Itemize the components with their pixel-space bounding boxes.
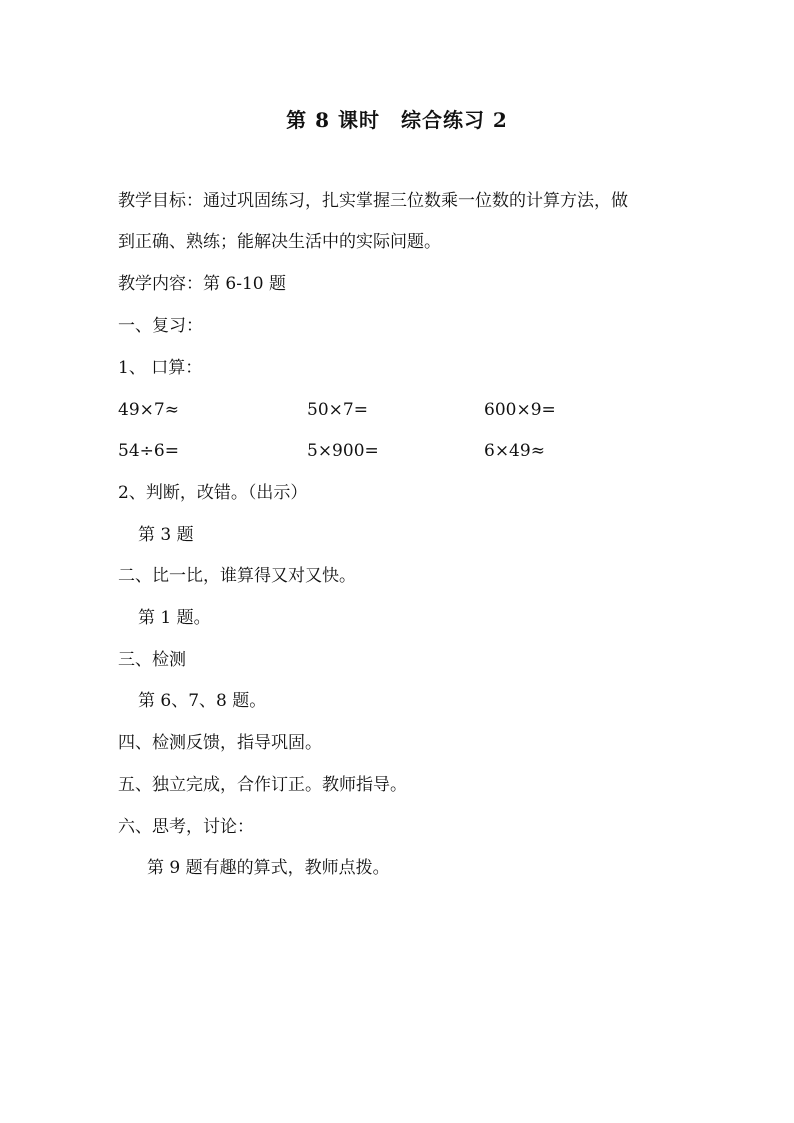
oral-calc-item: 49×7≈ bbox=[118, 400, 179, 420]
oral-calc-heading: 1、 口算： bbox=[118, 358, 203, 378]
independent-heading: 五、独立完成，合作订正。教师指导。 bbox=[118, 775, 407, 795]
objective-line-1: 教学目标：通过巩固练习，扎实掌握三位数乘一位数的计算方法，做 bbox=[118, 191, 628, 211]
judge-heading: 2、判断，改错。（出示） bbox=[118, 483, 308, 503]
oral-calc-item: 600×9= bbox=[484, 400, 556, 420]
think-heading: 六、思考，讨论： bbox=[118, 817, 254, 837]
test-heading: 三、检测 bbox=[118, 650, 186, 670]
oral-calc-item: 54÷6= bbox=[118, 441, 179, 461]
compare-heading: 二、比一比，谁算得又对又快。 bbox=[118, 566, 356, 586]
think-item: 第 9 题有趣的算式，教师点拨。 bbox=[147, 858, 390, 878]
objective-line-2: 到正确、熟练；能解决生活中的实际问题。 bbox=[118, 232, 441, 252]
oral-calc-item: 50×7= bbox=[307, 400, 368, 420]
feedback-heading: 四、检测反馈，指导巩固。 bbox=[118, 733, 322, 753]
page-title: 第 8 课时 综合练习 2 bbox=[286, 108, 508, 132]
judge-item: 第 3 题 bbox=[138, 525, 194, 545]
test-item: 第 6、7、8 题。 bbox=[138, 691, 267, 711]
oral-calc-item: 6×49≈ bbox=[484, 441, 545, 461]
content-line: 教学内容：第 6-10 题 bbox=[118, 274, 286, 294]
oral-calc-item: 5×900= bbox=[307, 441, 379, 461]
compare-item: 第 1 题。 bbox=[138, 608, 211, 628]
review-heading: 一、复习： bbox=[118, 316, 203, 336]
